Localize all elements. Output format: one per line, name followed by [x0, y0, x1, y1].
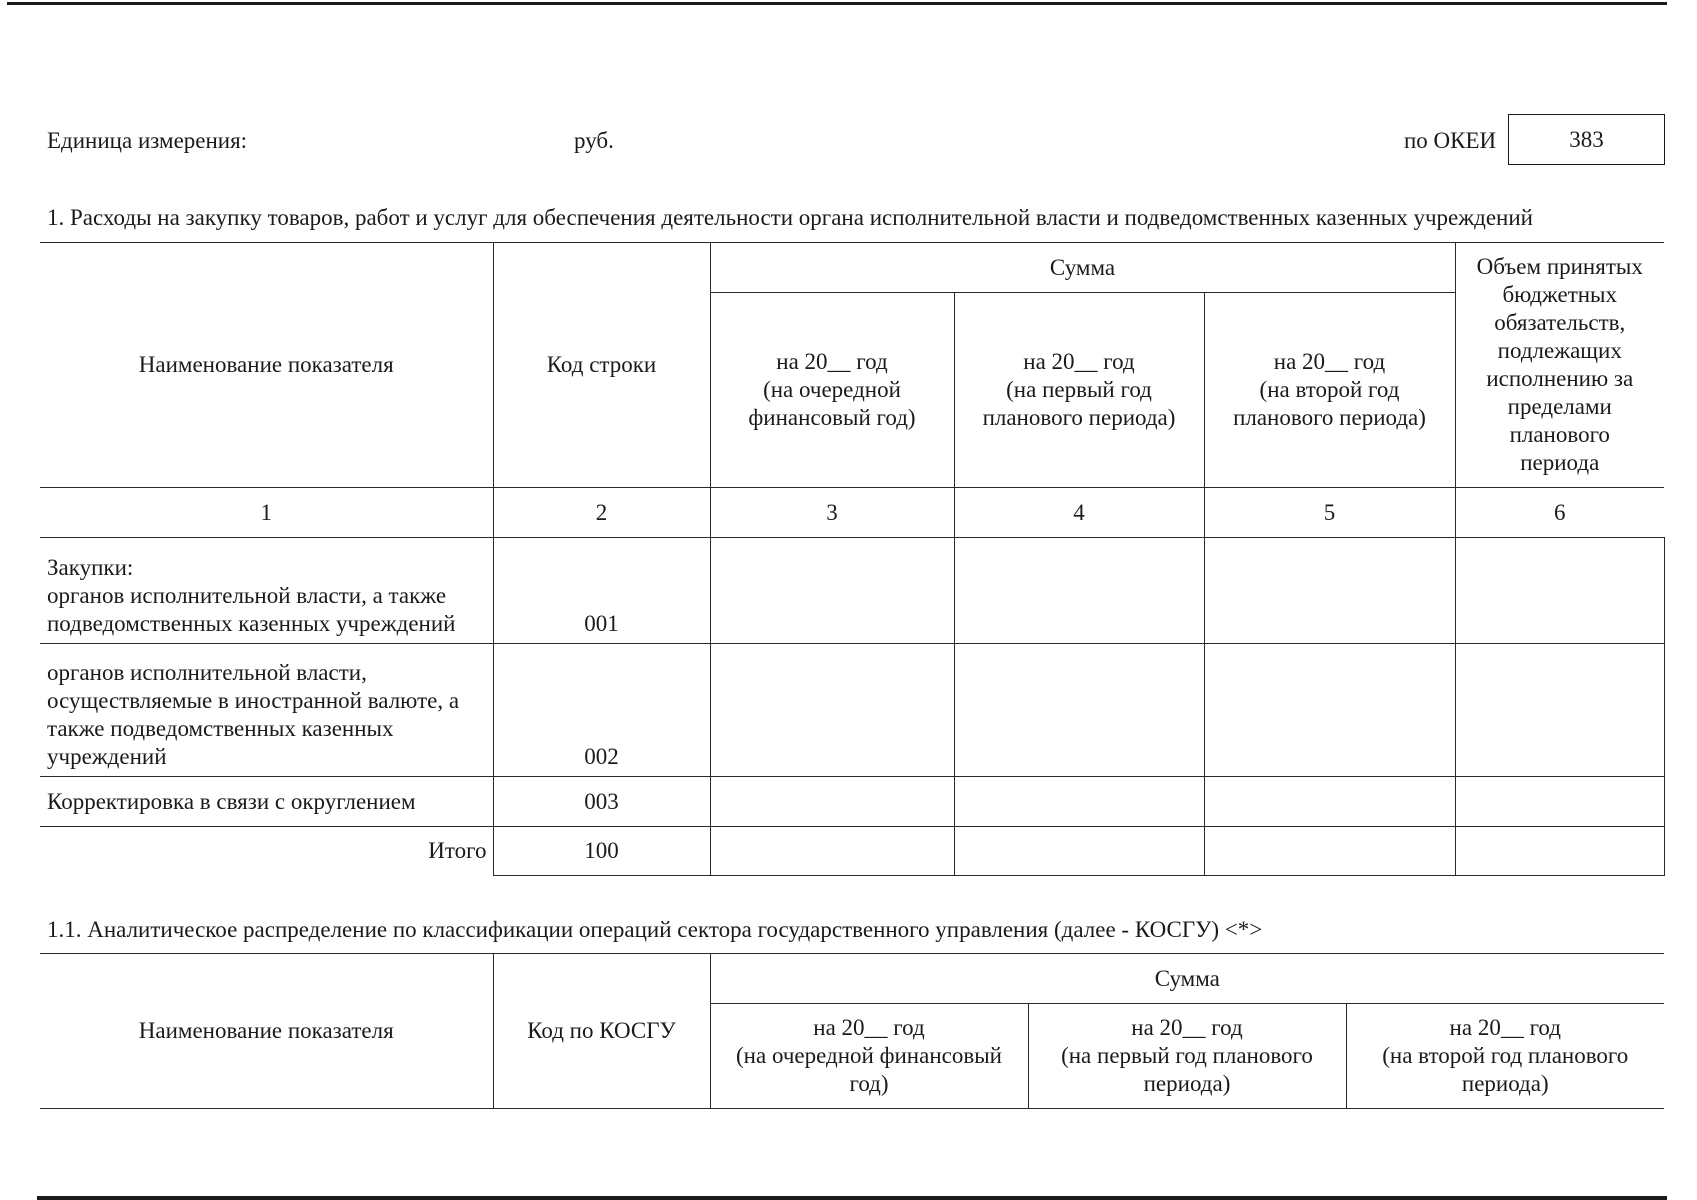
row-001-cell-5[interactable] [1204, 538, 1455, 644]
header-year2: на 20__ год (на первый год планового периода) [954, 293, 1204, 488]
row-002-name: органов исполнительной власти, осуществляемые в иностранной валюте, а также подведомственных казенных учреждений [40, 644, 493, 777]
row-002-cell-4[interactable] [954, 644, 1204, 777]
col-number-6: 6 [1455, 488, 1664, 538]
unit-label: Единица измерения: [47, 128, 248, 153]
bottom-rule-thick [37, 1196, 1667, 1199]
header-name: Наименование показателя [40, 243, 493, 488]
total-cell-4[interactable] [954, 827, 1204, 876]
total-cell-3[interactable] [710, 827, 954, 876]
total-cell-6[interactable] [1455, 827, 1664, 876]
kosgu-header-year1: на 20__ год (на очередной финансовый год) [710, 1004, 1028, 1109]
row-002-cell-5[interactable] [1204, 644, 1455, 777]
col-number-5: 5 [1204, 488, 1455, 538]
col-number-3: 3 [710, 488, 954, 538]
okei-code: 383 [1569, 126, 1604, 152]
total-code: 100 [493, 827, 710, 876]
row-003-name: Корректировка в связи с округлением [40, 777, 493, 827]
total-label: Итого [40, 827, 493, 876]
unit-value: руб. [574, 128, 614, 153]
row-001-name: Закупки: органов исполнительной власти, а также подведомственных казенных учреждений [40, 538, 493, 644]
col-number-4: 4 [954, 488, 1204, 538]
row-001-cell-6[interactable] [1455, 538, 1664, 644]
row-002-cell-6[interactable] [1455, 644, 1664, 777]
row-003-cell-4[interactable] [954, 777, 1204, 827]
kosgu-header-name: Наименование показателя [40, 954, 493, 1109]
row-003-cell-3[interactable] [710, 777, 954, 827]
row-001-code: 001 [493, 538, 710, 644]
row-002-code: 002 [493, 644, 710, 777]
header-code: Код строки [493, 243, 710, 488]
kosgu-header-year3: на 20__ год (на второй год планового периода) [1346, 1004, 1664, 1109]
section1-title: 1. Расходы на закупку товаров, работ и услуг для обеспечения деятельности органа исполнительной власти и подведомственных казенных учреждений [47, 205, 1533, 230]
header-year3: на 20__ год (на второй год планового периода) [1204, 293, 1455, 488]
section11-title: 1.1. Аналитическое распределение по классификации операций сектора государственного управления (далее - КОСГУ) <*> [47, 917, 1263, 942]
okei-label: по ОКЕИ [1404, 128, 1497, 153]
okei-code-box [1508, 114, 1665, 165]
kosgu-header-year2: на 20__ год (на первый год планового периода) [1028, 1004, 1346, 1109]
col-number-2: 2 [493, 488, 710, 538]
kosgu-table [40, 953, 1664, 1109]
header-sum: Сумма [710, 243, 1455, 293]
row-001-cell-4[interactable] [954, 538, 1204, 644]
kosgu-header-code: Код по КОСГУ [493, 954, 710, 1109]
row-003-cell-6[interactable] [1455, 777, 1664, 827]
expenses-table [40, 242, 1665, 876]
row-003-code: 003 [493, 777, 710, 827]
total-cell-5[interactable] [1204, 827, 1455, 876]
row-002-cell-3[interactable] [710, 644, 954, 777]
row-001-cell-3[interactable] [710, 538, 954, 644]
kosgu-header-sum: Сумма [710, 954, 1664, 1004]
header-obligations: Объем принятых бюджетных обязательств, подлежащих исполнению за пределами планового периода [1455, 243, 1664, 488]
row-003-cell-5[interactable] [1204, 777, 1455, 827]
col-number-1: 1 [40, 488, 493, 538]
header-year1: на 20__ год (на очередной финансовый год) [710, 293, 954, 488]
top-rule [7, 2, 1667, 5]
